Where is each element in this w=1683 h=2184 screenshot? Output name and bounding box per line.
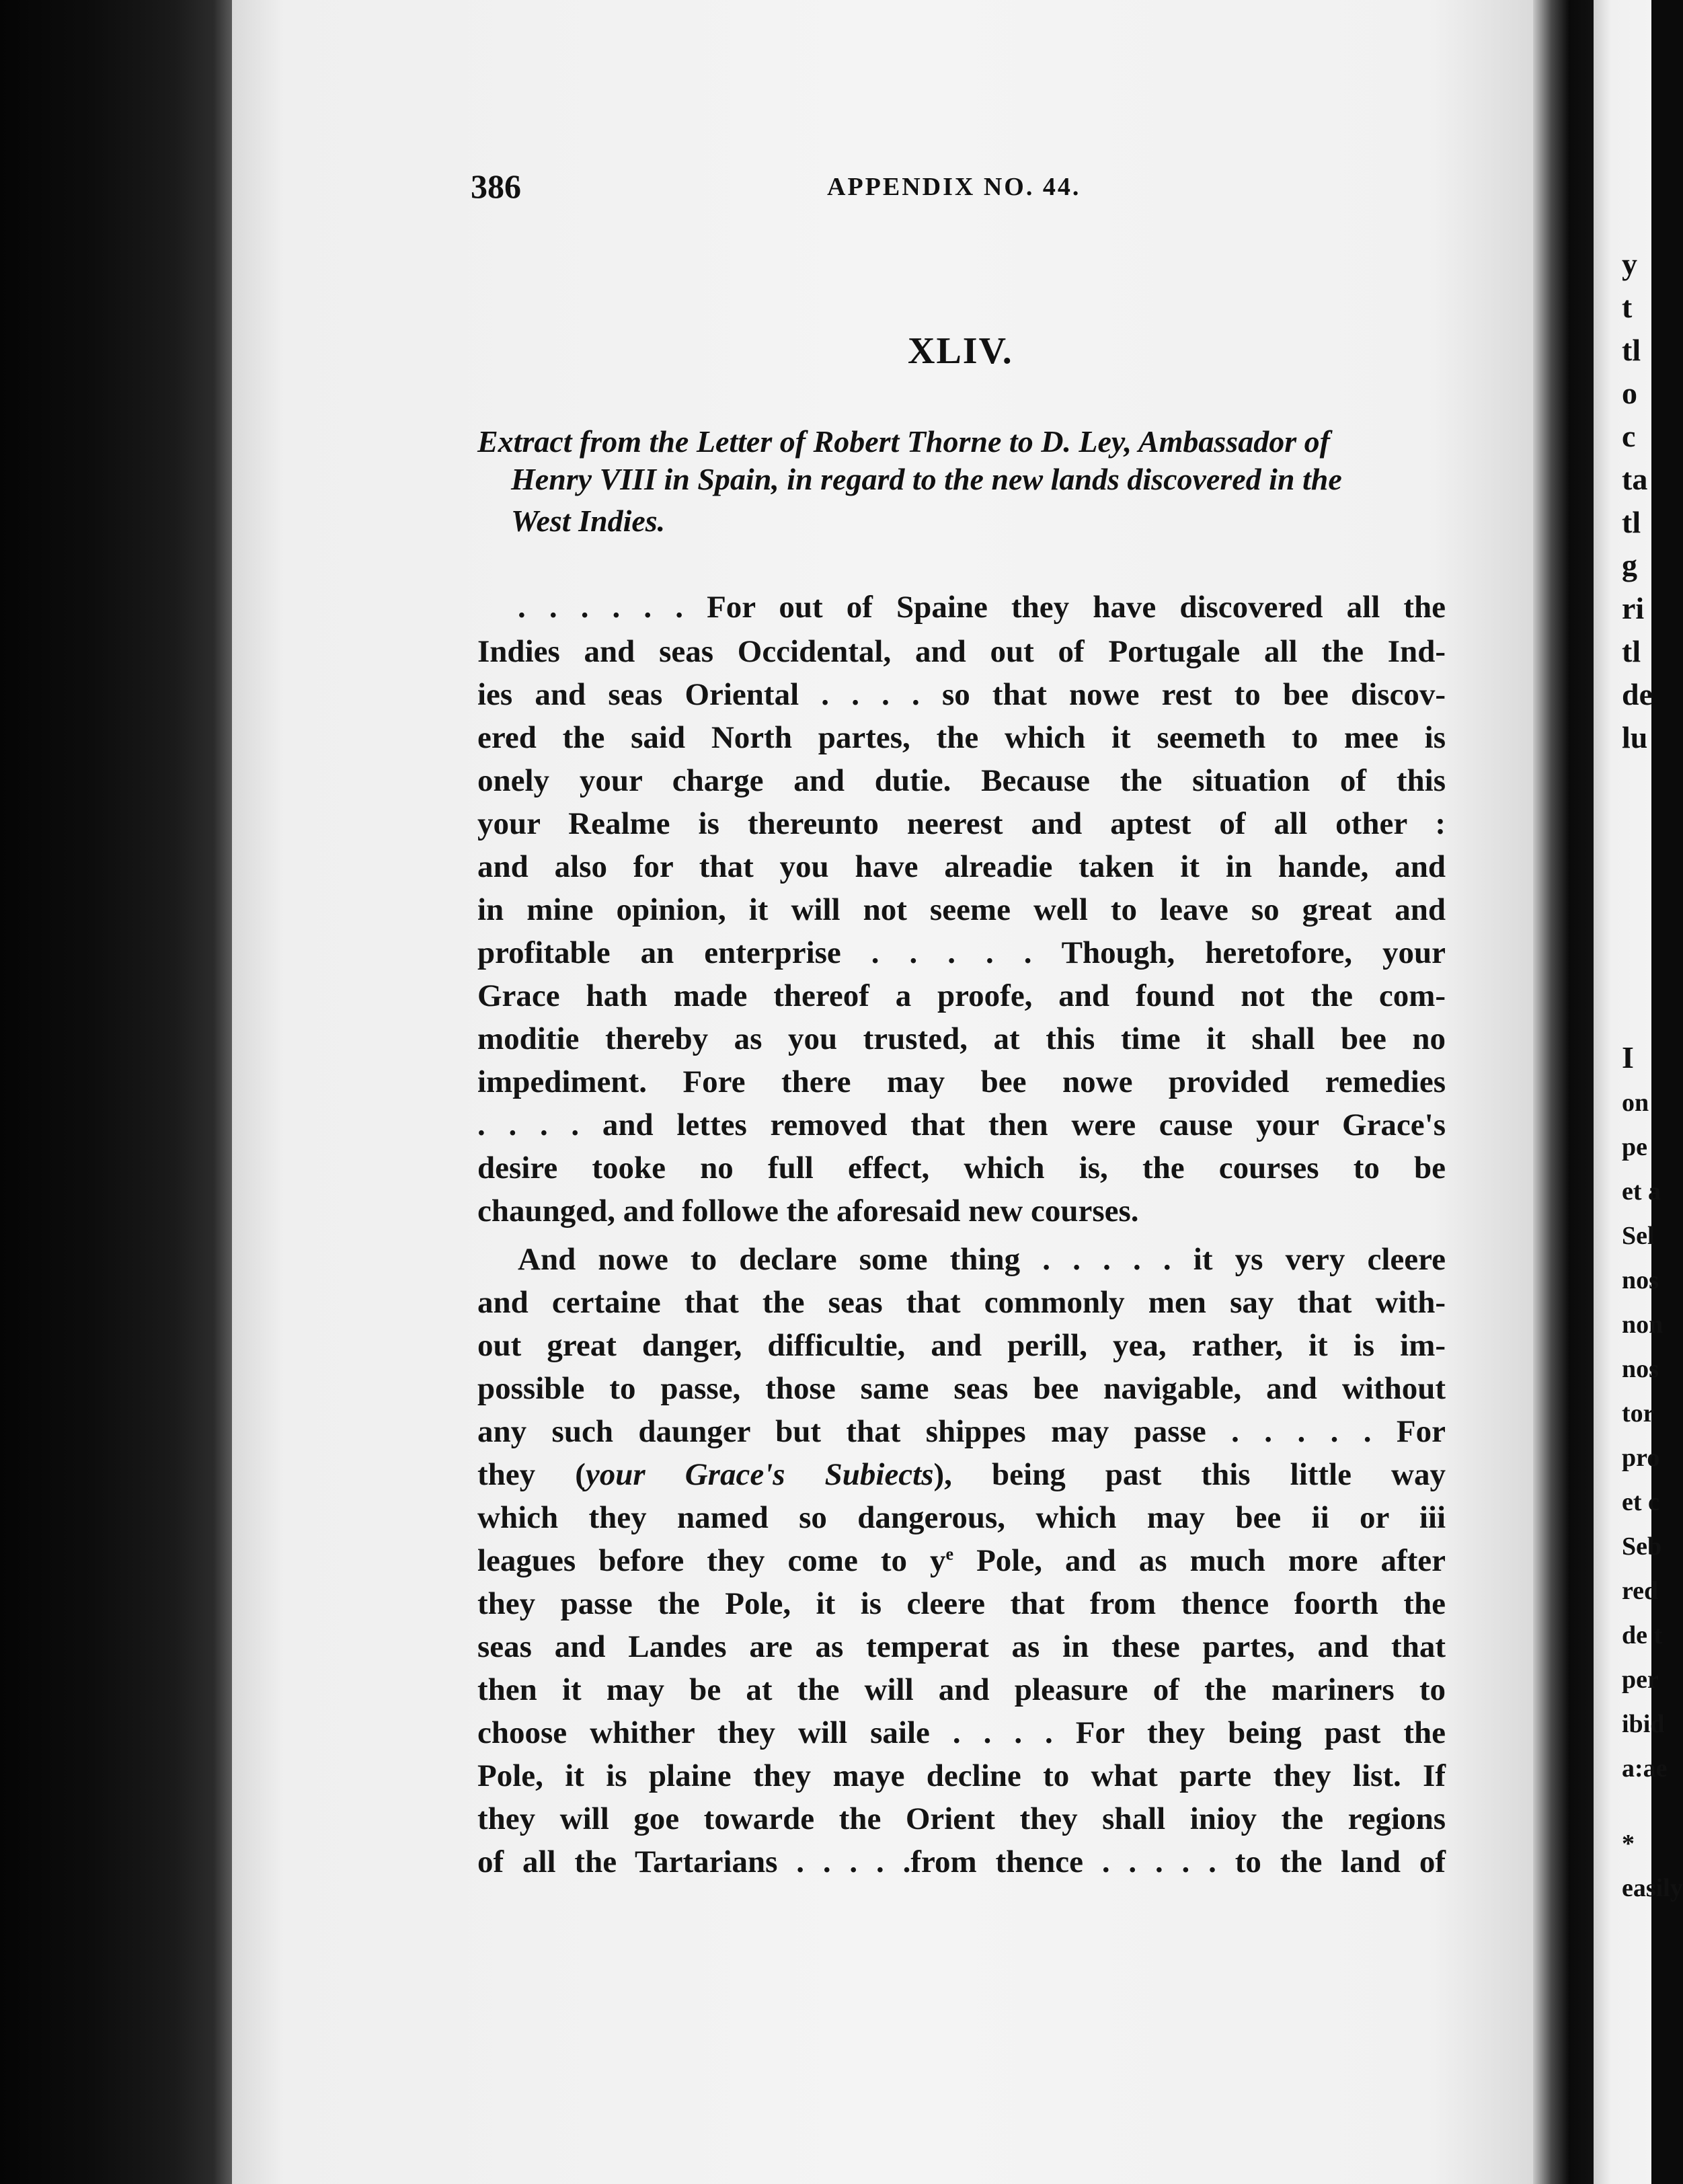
text-line: onely your charge and dutie. Because the situation of this [477,763,1446,798]
facing-page-fragment: I [1622,1040,1634,1075]
facing-page-fragment: et c [1622,1488,1659,1516]
text-line: moditie thereby as you trusted, at this time it shall bee no [477,1021,1446,1056]
text-line: And nowe to declare some thing . . . . . it ys very cleere [518,1242,1446,1277]
book-gutter [1533,0,1594,2184]
text-line: . . . . and lettes removed that then were cause your Grace's [477,1107,1446,1142]
facing-page-fragment: nos [1622,1266,1659,1294]
text-line: Indies and seas Occidental, and out of Portugale all the Ind- [477,634,1446,669]
text-line: in mine opinion, it will not seeme well to leave so great and [477,892,1446,927]
scan-left-margin [0,0,232,2184]
facing-page-fragment: nos [1622,1355,1659,1383]
facing-page-fragment: de t [1622,1621,1663,1649]
text-line: and certaine that the seas that commonly men say that with- [477,1285,1446,1320]
facing-page-fragment: easily [1622,1874,1683,1902]
text-line: chaunged, and followe the aforesaid new courses. [477,1194,1139,1228]
facing-page-fragment: et a [1622,1177,1661,1206]
text-line: Grace hath made thereof a proofe, and found not the com- [477,978,1446,1013]
facing-page-fragment: g [1622,548,1637,582]
text-run: ), being past this little way [933,1457,1446,1492]
text-line: choose whither they will saile . . . . For they being past the [477,1715,1446,1750]
section-numeral: XLIV. [908,330,1013,372]
text-line: they will goe towarde the Orient they shall inioy the regions [477,1801,1446,1836]
facing-page-fragment: Seb [1622,1532,1662,1561]
facing-page-fragment: o [1622,376,1637,410]
page-number: 386 [471,167,521,205]
facing-page-fragment: c [1622,419,1636,453]
facing-page-fragment: ibid [1622,1710,1665,1738]
italic-run: your Grace's Subiects [585,1457,934,1492]
text-line: your Realme is thereunto neerest and aptest of all other : [477,806,1446,841]
running-head: APPENDIX NO. 44. [827,173,1081,201]
facing-page-fragment: pe [1622,1133,1647,1161]
facing-page-fragment: de [1622,677,1653,711]
text-line: profitable an enterprise . . . . . Though, heretofore, your [477,935,1446,970]
facing-page-fragment: on [1622,1089,1649,1117]
facing-page-fragment: tor [1622,1399,1655,1428]
heading-line: Extract from the Letter of Robert Thorne to D. Ley, Ambassador of [477,424,1330,459]
text-line: and also for that you have alreadie taken it in hande, and [477,849,1446,884]
text-line: . . . . . . For out of Spaine they have discovered all the [518,590,1446,625]
facing-page-fragment: lu [1622,720,1648,754]
facing-page-fragment: tl [1622,505,1641,539]
text-run: they ( [477,1457,586,1492]
facing-page-fragment: t [1622,290,1633,324]
text-line [477,1456,1446,1493]
facing-page-fragment: ri [1622,591,1645,625]
text-line: then it may be at the will and pleasure of the mariners to [477,1672,1446,1707]
facing-page-fragment: ta [1622,462,1648,496]
text-line: they passe the Pole, it is cleere that from thence foorth the [477,1586,1446,1621]
text-line [477,1543,1446,1579]
facing-page-fragment: tl [1622,333,1641,367]
text-line: Pole, it is plaine they maye decline to what parte they list. If [477,1758,1446,1793]
text-line: ered the said North partes, the which it seemeth to mee is [477,720,1446,755]
text-line: which they named so dangerous, which may bee ii or iii [477,1500,1446,1535]
facing-page-fragment: y [1622,247,1637,281]
heading-line: West Indies. [511,504,666,538]
text-line: seas and Landes are as temperat as in these partes, and that [477,1629,1446,1664]
text-line: of all the Tartarians . . . . .from thence . . . . . to the land of [477,1844,1446,1879]
facing-page-fragment: tl [1622,634,1641,668]
facing-page-fragment: non [1622,1311,1664,1339]
text-line: impediment. Fore there may bee nowe provided remedies [477,1064,1446,1099]
facing-page-fragment: per [1622,1666,1659,1694]
facing-page-fragment: * [1622,1830,1635,1858]
text-line: desire tooke no full effect, which is, the courses to be [477,1150,1446,1185]
heading-line: Henry VIII in Spain, in regard to the new lands discovered in the [511,462,1342,496]
text-line: ies and seas Oriental . . . . so that nowe rest to bee discov- [477,677,1446,712]
superscript: e [945,1544,954,1564]
text-run: leagues before they come to y [477,1543,946,1578]
facing-page-fragment: pro [1622,1444,1660,1472]
text-line: possible to passe, those same seas bee navigable, and without [477,1371,1446,1406]
facing-page-fragment: Sel [1622,1222,1655,1250]
text-line: any such daunger but that shippes may passe . . . . . For [477,1414,1446,1449]
facing-page-fragment: a:ae [1622,1754,1668,1783]
text-run: Pole, and as much more after [953,1543,1446,1578]
facing-page-fragment: red [1622,1577,1659,1605]
text-line: out great danger, difficultie, and perill, yea, rather, it is im- [477,1328,1446,1363]
